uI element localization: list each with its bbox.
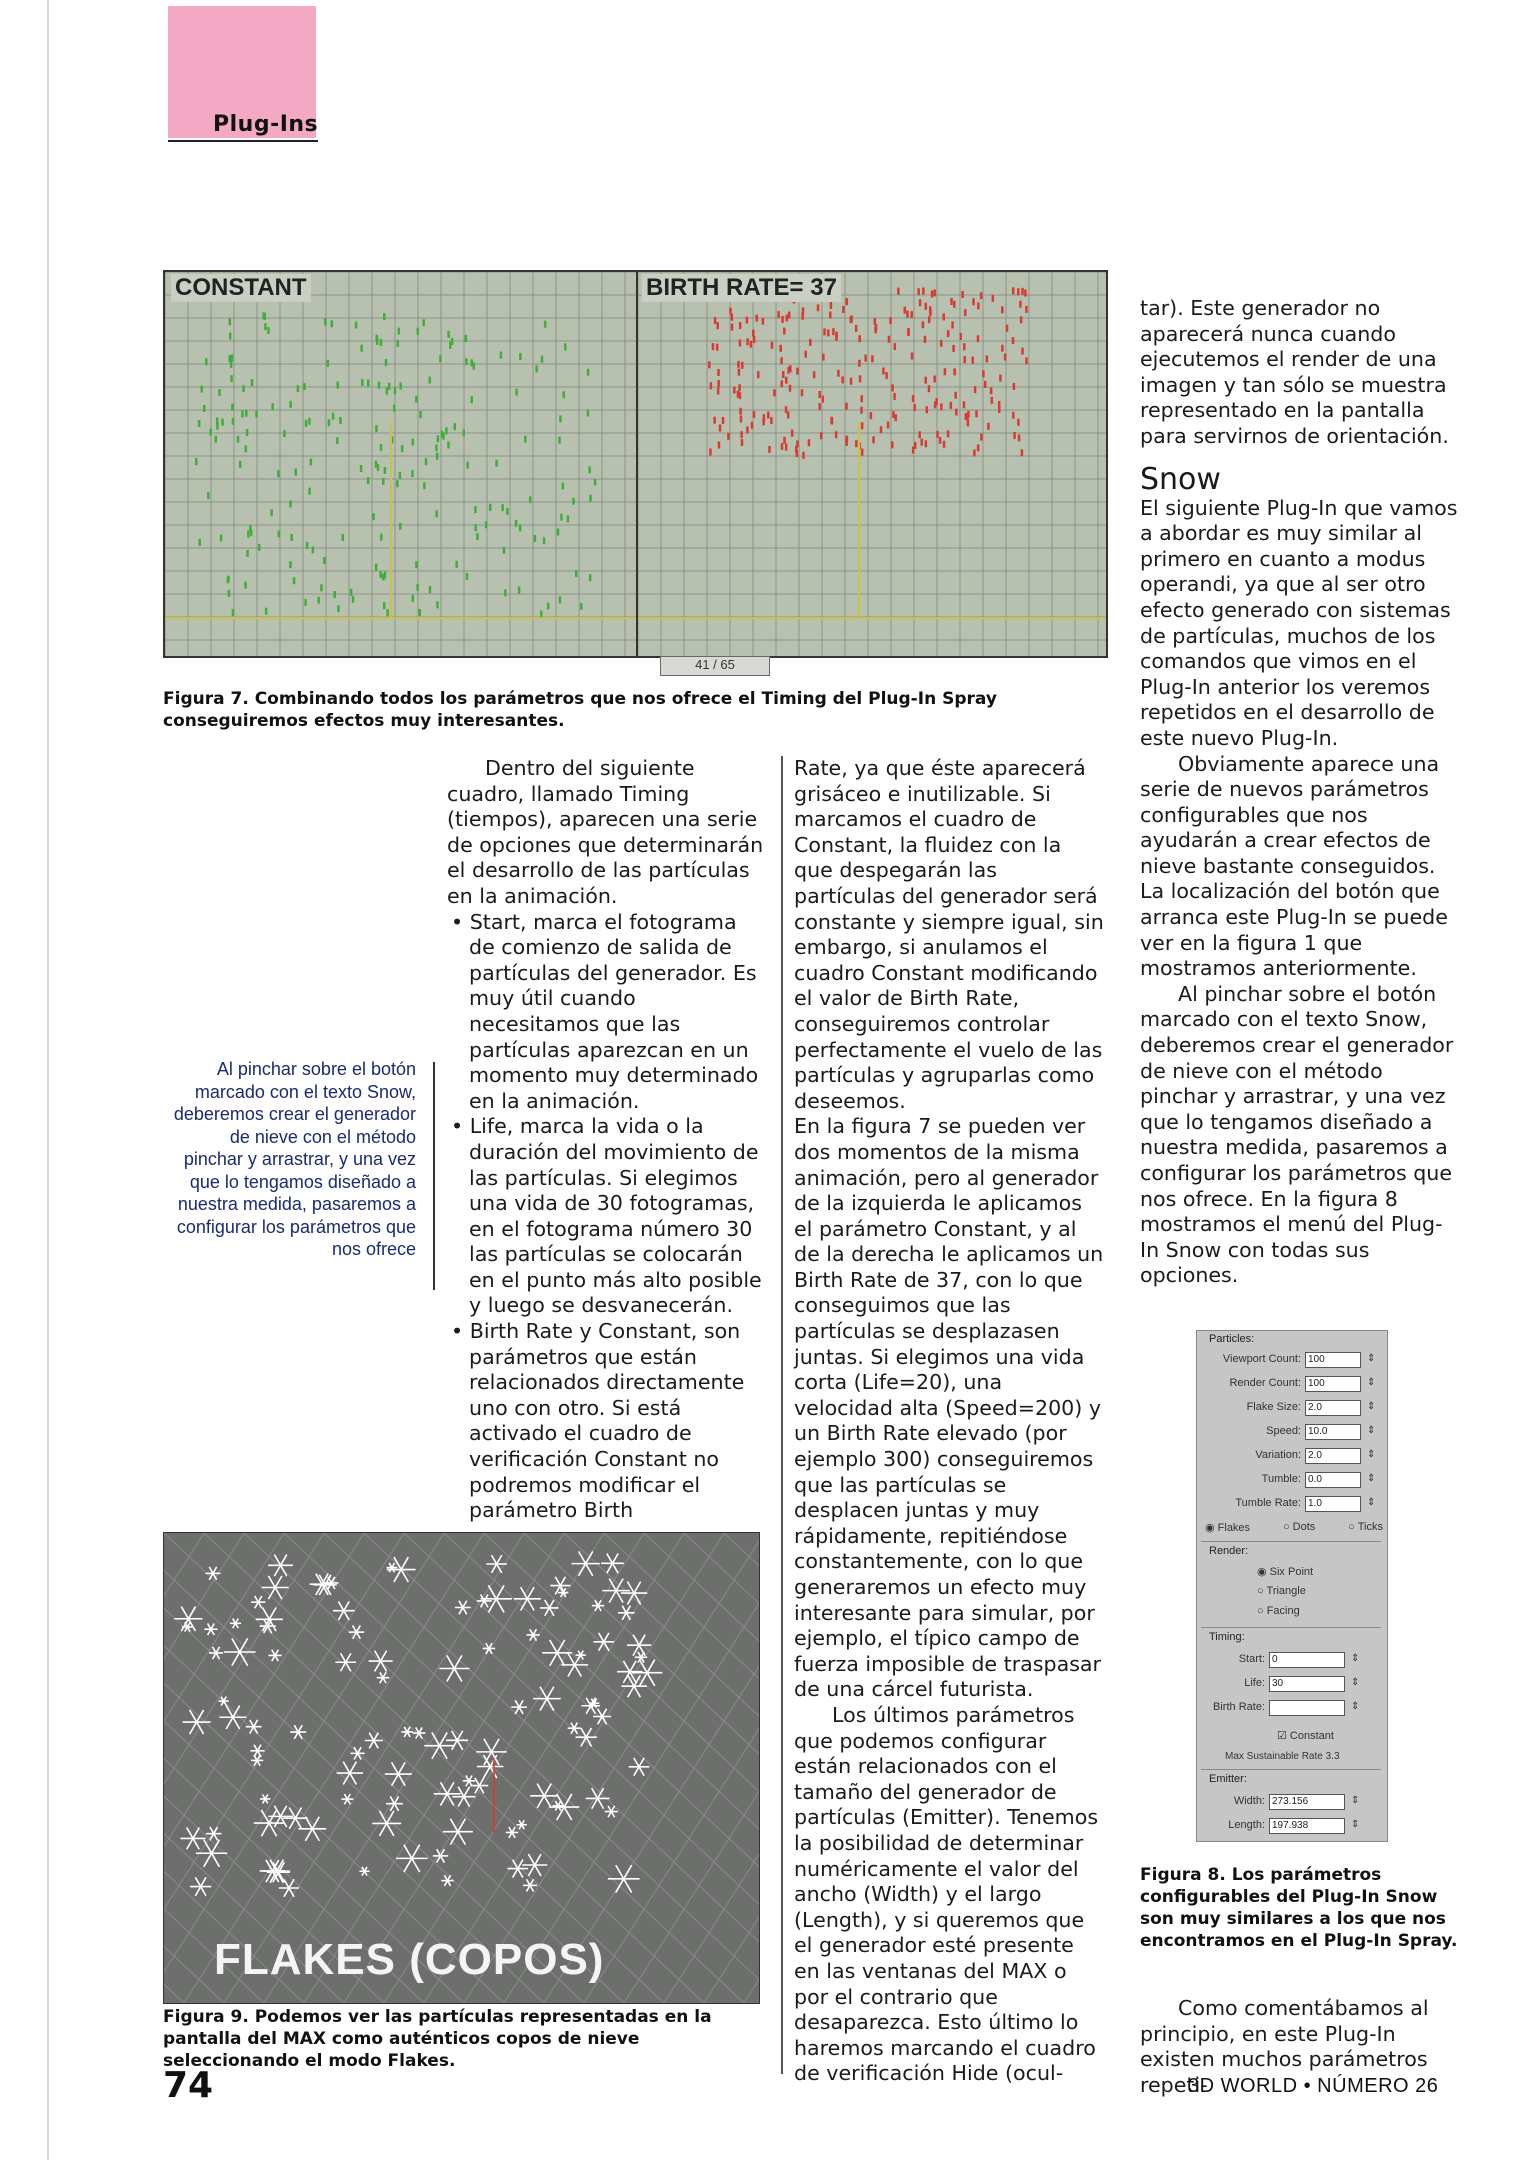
particles-header: Particles: [1209, 1333, 1255, 1345]
col4-paragraph-3: Obviamente aparece una serie de nuevos parámetros configurables que nos ayudarán a crear efectos de nieve bastante conseguidos. La localización del botón que arranca este Plug-In se puede ver en la figura 1 que mostramos anteriormente. [1140, 751, 1448, 981]
timing-header: Timing: [1209, 1631, 1245, 1643]
col2-bullet-start: • Start, marca el fotograma de comienzo de salida de partículas del generador. Es muy útil cuando necesitamos que las partículas aparezcan en un momento muy determinado en la animación. [451, 909, 759, 1113]
param-label: Length: [1228, 1819, 1265, 1831]
spinner-icon[interactable]: ⇕ [1367, 1353, 1376, 1364]
divider [1201, 1541, 1381, 1542]
spinner-icon[interactable]: ⇕ [1367, 1473, 1376, 1484]
pull-quote-rule [433, 1062, 435, 1290]
magazine-footer: 3D WORLD • NÚMERO 26 [1188, 2075, 1439, 2097]
figure7-right-label: BIRTH RATE= 37 [642, 274, 841, 302]
figure9-label: FLAKES (COPOS) [214, 1935, 605, 1984]
spinner-icon[interactable]: ⇕ [1367, 1377, 1376, 1388]
param-label: Start: [1238, 1653, 1265, 1665]
param-label: Life: [1244, 1677, 1265, 1689]
param-input[interactable]: 1.0 [1305, 1496, 1361, 1512]
radio-dots[interactable]: ○ Dots [1282, 1521, 1316, 1533]
param-label: Viewport Count: [1222, 1353, 1301, 1365]
divider [1201, 1769, 1381, 1770]
spinner-icon[interactable]: ⇕ [1367, 1449, 1376, 1460]
param-label: Flake Size: [1246, 1401, 1301, 1413]
figure8-caption: Figura 8. Los parámetros configurables del Plug-In Snow son muy similares a los que nos encontramos en el Plug-In Spray. [1140, 1865, 1458, 1951]
page-number: 74 [163, 2065, 214, 2106]
constant-checkbox[interactable]: ☑ Constant [1277, 1730, 1334, 1742]
param-label: Speed: [1266, 1425, 1301, 1437]
spinner-icon[interactable]: ⇕ [1367, 1497, 1376, 1508]
snow-heading: Snow [1140, 461, 1221, 497]
figure9-viewport [163, 1532, 760, 2004]
divider [1201, 1627, 1381, 1628]
radio-facing[interactable]: ○ Facing [1257, 1605, 1300, 1617]
render-header: Render: [1209, 1545, 1249, 1557]
param-input[interactable]: 100 [1305, 1352, 1361, 1368]
radio-ticks[interactable]: ○ Ticks [1348, 1521, 1383, 1533]
figure7-left-label: CONSTANT [171, 274, 311, 302]
param-input[interactable]: 2.0 [1305, 1400, 1361, 1416]
flake-type-radios [1205, 1521, 1383, 1534]
param-input[interactable]: 273.156 [1269, 1794, 1345, 1810]
col3-paragraph-2: En la figura 7 se pueden ver dos momentos de la misma animación, pero al generador de la izquierda le aplicamos el parámetro Constant, y al de la derecha le aplicamos un Birth Rate de 37, con lo que conseguimos que las partículas se desplazasen juntas. Si elegimos una vida corta (Life=20), una velocidad alta (Speed=200) y un Birth Rate elevado (por ejemplo 300) conseguiremos que las partículas se desplacen juntas y muy rápidamente, repitiéndose constantemente, con lo que generaremos un efecto muy interesante para simular, por ejemplo, el típico campo de fuerza imposible de traspasar de una cárcel futurista. [794, 1114, 1104, 1702]
snow-parameters-panel [1196, 1330, 1388, 1842]
spinner-icon[interactable]: ⇕ [1351, 1819, 1360, 1830]
col4-paragraph-2: El siguiente Plug-In que vamos a abordar es muy similar al primero en cuanto a modus operandi, ya que al ser otro efecto generado con sistemas de partículas, muchos de los comandos que vimos en el Plug-In anterior los veremos repetidos en el desarrollo de este nuevo Plug-In. [1140, 495, 1458, 750]
param-label: Tumble: [1261, 1473, 1301, 1485]
column-rule [781, 756, 783, 2074]
frame-counter: 41 / 65 [660, 656, 770, 676]
spinner-icon[interactable]: ⇕ [1367, 1401, 1376, 1412]
emitter-header: Emitter: [1209, 1773, 1247, 1785]
param-label: Variation: [1255, 1449, 1301, 1461]
figure7-right-render [638, 272, 1106, 656]
page-edge-line [47, 0, 49, 2160]
figure7-left-viewport [163, 270, 640, 658]
figure9-caption: Figura 9. Podemos ver las partículas representadas en la pantalla del MAX como auténticos copos de nieve seleccionando el modo Flakes. [163, 2007, 712, 2071]
col4-paragraph-5: Como comentábamos al principio, en este Plug-In existen muchos parámetros repeti- [1140, 1996, 1429, 2097]
col2-bullet-life: • Life, marca la vida o la duración del movimiento de las partículas. Si elegimos una vida de 30 fotogramas, en el fotograma número 30 las partículas se colocarán en el punto más alto posible y luego se desvanecerán. [451, 1114, 762, 1318]
param-input[interactable]: 30 [1269, 1676, 1345, 1692]
column-3 [794, 756, 1104, 2087]
col2-bullet-birthrate: • Birth Rate y Constant, son parámetros que están relacionados directamente uno con otro. Si está activado el cuadro de verificación Constant no podremos modificar el parámetro Birth [451, 1319, 745, 1523]
spinner-icon[interactable]: ⇕ [1351, 1701, 1360, 1712]
spinner-icon[interactable]: ⇕ [1351, 1677, 1360, 1688]
param-input[interactable]: 2.0 [1305, 1448, 1361, 1464]
param-label: Tumble Rate: [1235, 1497, 1301, 1509]
radio-flakes[interactable]: ◉ Flakes [1205, 1522, 1251, 1534]
figure7-right-viewport [636, 270, 1108, 658]
param-label: Render Count: [1229, 1377, 1301, 1389]
col3-paragraph-3: Los últimos parámetros que podemos configurar están relacionados con el tamaño del generador de partículas (Emitter). Tenemos la posibilidad de determinar numéricamente el valor del ancho (Width) y el largo (Length), y si queremos que el generador esté presente en las ventanas del MAX o por el contrario que desaparezca. Esto último lo haremos marcando el cuadro de verificación Hide (ocul- [794, 1702, 1099, 2086]
col2-paragraph-1: Dentro del siguiente cuadro, llamado Timing (tiempos), aparecen una serie de opciones que determinarán el desarrollo de las partículas en la animación. [447, 756, 764, 908]
param-input[interactable]: 197.938 [1269, 1818, 1345, 1834]
section-title: Plug-Ins [213, 112, 319, 137]
figure7-left-render [165, 272, 638, 656]
param-input[interactable]: 100 [1305, 1376, 1361, 1392]
param-label: Width: [1233, 1795, 1265, 1807]
radio-triangle[interactable]: ○ Triangle [1257, 1585, 1306, 1597]
col3-paragraph-1: Rate, ya que éste aparecerá grisáceo e inutilizable. Si marcamos el cuadro de Constant, la fluidez con la que despegarán las partículas del generador será constante y siempre igual, sin embargo, si anulamos el cuadro Constant modificando el valor de Birth Rate, conseguiremos controlar perfectamente el vuelo de las partículas y agruparlas como deseemos. [794, 756, 1104, 1113]
spinner-icon[interactable]: ⇕ [1351, 1795, 1360, 1806]
param-input[interactable]: 10.0 [1305, 1424, 1361, 1440]
spinner-icon[interactable]: ⇕ [1351, 1653, 1360, 1664]
max-sustainable-rate: Max Sustainable Rate 3.3 [1225, 1751, 1340, 1762]
column-4-top [1140, 296, 1460, 1289]
radio-six-point[interactable]: ◉ Six Point [1257, 1566, 1314, 1578]
param-label: Birth Rate: [1213, 1701, 1265, 1713]
figure9-render [164, 1533, 759, 2003]
col4-paragraph-1: tar). Este generador no aparecerá nunca cuando ejecutemos el render de una imagen y tan sólo se muestra representado en la pantalla para servirnos de orientación. [1140, 296, 1449, 448]
column-2 [447, 756, 765, 1524]
pull-quote: Al pinchar sobre el botón marcado con el texto Snow, deberemos crear el generador de nieve con el método pinchar y arrastrar, y una vez que lo tengamos diseñado a nuestra medida, pasaremos a configurar los parámetros que nos ofrece [173, 1059, 416, 1259]
figure7-caption: Figura 7. Combinando todos los parámetros que nos ofrece el Timing del Plug-In Spray conseguiremos efectos muy interesantes. [163, 689, 997, 731]
param-input[interactable]: 0.0 [1305, 1472, 1361, 1488]
spinner-icon[interactable]: ⇕ [1367, 1425, 1376, 1436]
param-input[interactable] [1269, 1700, 1345, 1716]
col4-paragraph-4: Al pinchar sobre el botón marcado con el texto Snow, deberemos crear el generador de nieve con el método pinchar y arrastrar, y una vez que lo tengamos diseñado a nuestra medida, pasaremos a configurar los parámetros que nos ofrece. En la figura 8 mostramos el menú del Plug-In Snow con todas sus opciones. [1140, 981, 1454, 1288]
param-input[interactable]: 0 [1269, 1652, 1345, 1668]
section-rule [168, 140, 318, 142]
